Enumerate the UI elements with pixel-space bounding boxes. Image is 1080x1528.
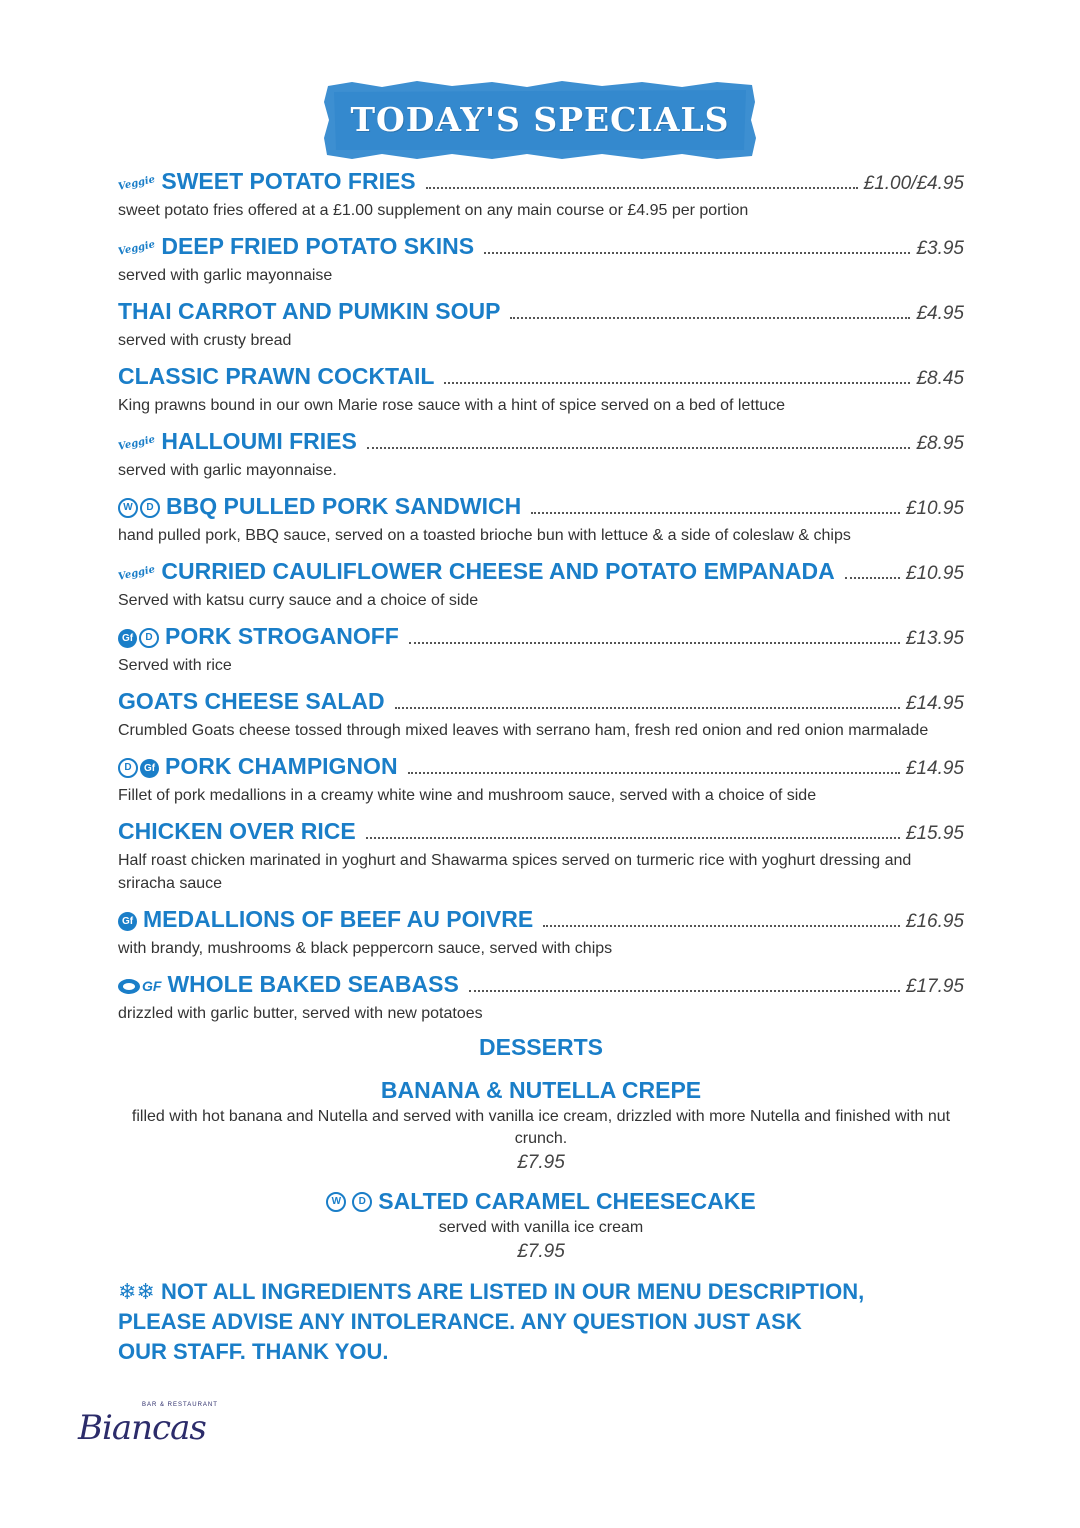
desserts-heading: DESSERTS [479,1034,603,1060]
menu-item-price: £4.95 [916,303,964,324]
menu-item-name: WHOLE BAKED SEABASS [167,971,459,997]
menu-item-line [118,428,964,458]
menu-item-description: drizzled with garlic butter, served with new potatoes [118,1005,483,1022]
menu-item-line [118,971,964,1001]
dietary-icons [118,912,137,931]
menu-item [118,428,964,482]
menu-item-name: CHICKEN OVER RICE [118,818,356,844]
dairy-icon: D [118,758,138,778]
gluten-free-icon: Gf [118,629,137,648]
menu-item-name: PORK CHAMPIGNON [165,753,398,779]
menu-item-name: CLASSIC PRAWN COCKTAIL [118,363,435,389]
menu-item-line [118,688,964,718]
dessert-price: £7.95 [517,1152,565,1173]
restaurant-logo [72,1402,222,1458]
menu-item-price: £14.95 [905,758,964,779]
wheat-icon: W [118,498,138,518]
dessert-description: filled with hot banana and Nutella and served with vanilla ice cream, drizzled with more Nutella and finished with nut crunch. [131,1108,951,1147]
menu-item-description: Half roast chicken marinated in yoghurt and Shawarma spices served on turmeric rice with yoghurt dressing and sriracha sauce [118,852,912,892]
menu-item-name: BBQ PULLED PORK SANDWICH [166,493,522,519]
dessert-description: served with vanilla ice cream [438,1219,644,1236]
dessert-item [118,1188,964,1263]
dotted-leader [444,382,910,384]
menu-item-price: £3.95 [916,238,964,259]
menu-item-description: Fillet of pork medallions in a creamy white wine and mushroom sauce, served with a choice of side [118,787,817,804]
gluten-free-text-icon: GF [142,978,162,994]
menu-item-name: SWEET POTATO FRIES [161,168,416,194]
menu-item-description: King prawns bound in our own Marie rose sauce with a hint of spice served on a bed of lettuce [118,397,786,414]
menu-item [118,558,964,612]
dotted-leader [484,252,910,254]
dotted-leader [543,925,900,927]
dairy-icon: D [352,1192,372,1212]
veggie-icon: Veggie [117,173,157,193]
dietary-icons [117,433,157,453]
page-title: TODAY'S SPECIALS [350,100,730,139]
menu-item-line [118,818,964,848]
dotted-leader [395,707,900,709]
dietary-icons [117,173,157,193]
menu-item [118,688,964,742]
dietary-icons [118,758,159,778]
dessert-item [118,1077,964,1174]
menu-item-line [118,233,964,263]
menu-item [118,233,964,287]
dotted-leader [845,577,900,579]
menu-item [118,363,964,417]
dairy-icon: D [140,498,160,518]
menu-item-line [118,363,964,393]
menu-item-description: Crumbled Goats cheese tossed through mixed leaves with serrano ham, fresh red onion and red onion marmalade [118,722,929,739]
menu-item [118,298,964,352]
dessert-name: SALTED CARAMEL CHEESECAKE [378,1188,756,1214]
menu-item-price: £1.00/£4.95 [863,173,964,194]
dietary-icons [118,628,159,648]
dotted-leader [426,187,858,189]
veggie-icon: Veggie [117,433,157,453]
dietary-icons [118,498,160,518]
menu-item-price: £10.95 [905,498,964,519]
menu-item-description: Served with rice [118,657,232,674]
menu-item-description: hand pulled pork, BBQ sauce, served on a toasted brioche bun with lettuce & a side of coleslaw & chips [118,527,851,544]
dotted-leader [469,990,900,992]
menu-item [118,818,964,895]
dotted-leader [408,772,900,774]
menu-item-price: £13.95 [905,628,964,649]
dairy-icon: D [139,628,159,648]
menu-item-line [118,623,964,653]
dessert-header [118,1188,964,1215]
gluten-free-icon: Gf [140,759,159,778]
menu-item-price: £16.95 [905,911,964,932]
menu-item-line [118,168,964,198]
menu-item-price: £14.95 [905,693,964,714]
dessert-name-row [381,1077,701,1104]
menu-item [118,753,964,807]
menu-item-price: £15.95 [905,823,964,844]
dotted-leader [409,642,900,644]
menu-item [118,168,964,222]
dotted-leader [366,837,900,839]
menu-item-line [118,298,964,328]
snowflake-icon: ❄❄ [118,1279,155,1304]
veggie-icon: Veggie [117,563,157,583]
notice-text: NOT ALL INGREDIENTS ARE LISTED IN OUR MENU DESCRIPTION, PLEASE ADVISE ANY INTOLERANCE. ANY QUESTION JUST ASK OUR STAFF. THANK YOU. [118,1279,865,1364]
dotted-leader [367,447,911,449]
menu-item-name: PORK STROGANOFF [165,623,399,649]
menu-item-price: £8.95 [916,433,964,454]
gluten-free-icon: Gf [118,912,137,931]
menu-list [118,168,964,1367]
menu-item-name: DEEP FRIED POTATO SKINS [161,233,475,259]
specials-banner [322,80,758,160]
dotted-leader [531,512,900,514]
menu-item [118,493,964,547]
dotted-leader [510,317,910,319]
wheat-icon: W [326,1192,346,1212]
dessert-price: £7.95 [517,1241,565,1262]
menu-item [118,906,964,960]
menu-item-description: Served with katsu curry sauce and a choice of side [118,592,479,609]
menu-item-description: with brandy, mushrooms & black peppercorn sauce, served with chips [118,940,613,957]
menu-item-name: THAI CARROT AND PUMKIN SOUP [118,298,501,324]
menu-item-name: GOATS CHEESE SALAD [118,688,385,714]
fish-icon [118,979,140,994]
menu-item-line [118,493,964,523]
dessert-header [118,1077,964,1104]
logo-tagline: BAR & RESTAURANT [142,1402,218,1408]
menu-item-line [118,906,964,936]
menu-item-name: HALLOUMI FRIES [161,428,357,454]
dietary-icons [118,978,161,994]
menu-item-description: served with garlic mayonnaise [118,267,333,284]
menu-item-description: served with garlic mayonnaise. [118,462,337,479]
menu-item-name: MEDALLIONS OF BEEF AU POIVRE [143,906,534,932]
menu-item [118,623,964,677]
menu-item-line [118,558,964,588]
menu-item-price: £17.95 [905,976,964,997]
logo-name: Biancas [78,1408,206,1448]
menu-item-line [118,753,964,783]
menu-item-name: CURRIED CAULIFLOWER CHEESE AND POTATO EMPANADA [161,558,835,584]
dessert-name: BANANA & NUTELLA CREPE [380,1077,702,1103]
dessert-name-row [326,1188,755,1215]
veggie-icon: Veggie [117,238,157,258]
dietary-icons [117,238,157,258]
menu-item-description: sweet potato fries offered at a £1.00 supplement on any main course or £4.95 per portion [118,202,749,219]
menu-item-price: £8.45 [916,368,964,389]
menu-item [118,971,964,1025]
menu-item-price: £10.95 [905,563,964,584]
dietary-icons [117,563,157,583]
menu-item-description: served with crusty bread [118,332,292,349]
allergy-notice [118,1277,964,1367]
